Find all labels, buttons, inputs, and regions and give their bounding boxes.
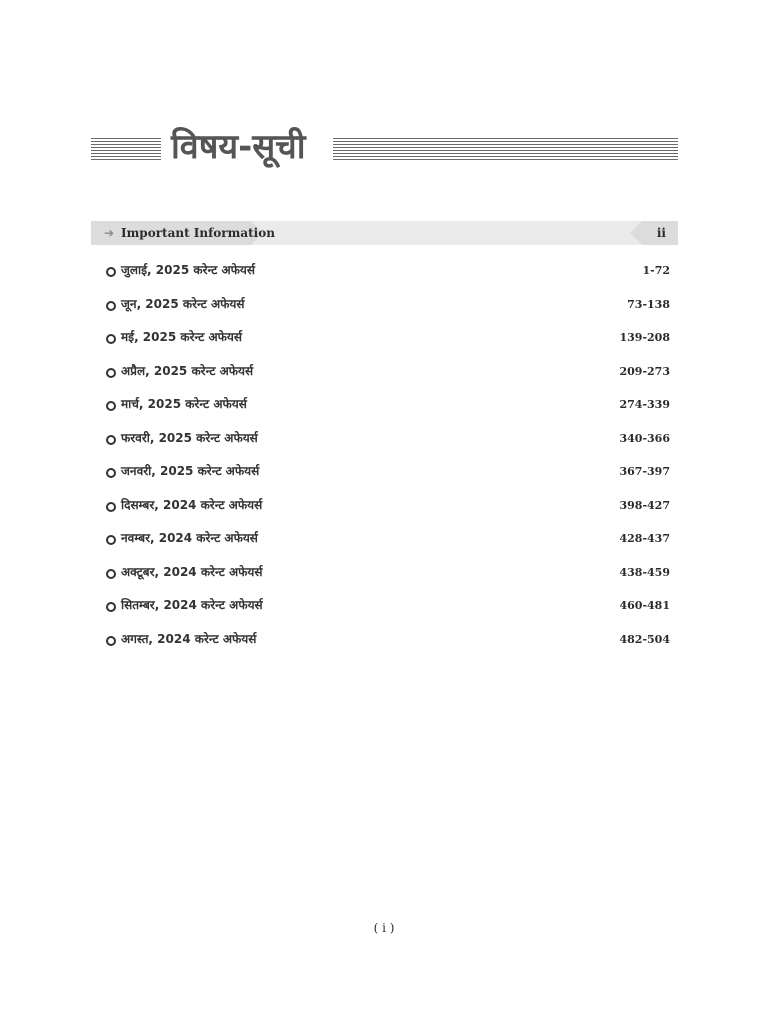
bullet-icon [106,334,116,344]
page-title: विषय-सूची [171,127,306,167]
toc-item[interactable] [104,560,670,594]
page-number-footer: ( i ) [373,921,395,935]
toc-item-label: मई, 2025 करेन्ट अफेयर्स [121,330,242,344]
toc-item-label: जून, 2025 करेन्ट अफेयर्स [121,296,245,311]
toc-item[interactable] [104,392,670,426]
toc-item-pages: 274-339 [619,398,670,411]
toc-item-pages: 139-208 [619,331,670,344]
toc-item[interactable] [104,325,670,359]
bullet-icon [106,368,116,378]
bullet-icon [106,602,116,612]
toc-item-label: नवम्बर, 2024 करेन्ट अफेयर्स [121,531,258,545]
toc-item-pages: 460-481 [619,599,670,612]
info-page-number: ii [656,226,666,240]
bullet-icon [106,435,116,445]
toc-item[interactable] [104,292,670,326]
toc-item-label: अप्रैल, 2025 करेन्ट अफेयर्स [121,363,254,378]
toc-list [104,258,670,660]
toc-item-label: जनवरी, 2025 करेन्ट अफेयर्स [121,464,260,478]
title-rule-right [333,138,678,162]
info-label: Important Information [121,226,275,240]
toc-item[interactable] [104,426,670,460]
info-page-tab [630,221,678,245]
toc-item-pages: 398-427 [619,498,670,512]
bullet-icon [106,502,116,512]
bullet-icon [106,301,116,311]
toc-item-label: सितम्बर, 2024 करेन्ट अफेयर्स [121,598,263,612]
arrow-right-icon: ➔ [104,226,115,240]
toc-item-label: दिसम्बर, 2024 करेन्ट अफेयर्स [121,497,263,512]
title-rule-left [91,138,161,162]
toc-item-label: जुलाई, 2025 करेन्ट अफेयर्स [121,263,255,277]
toc-item[interactable] [104,493,670,527]
toc-item-pages: 482-504 [619,632,670,646]
toc-item-label: मार्च, 2025 करेन्ट अफेयर्स [121,397,247,411]
toc-item-pages: 367-397 [619,465,670,478]
bullet-icon [106,569,116,579]
toc-item-pages: 1-72 [642,264,670,277]
toc-item-pages: 340-366 [619,431,670,445]
toc-item[interactable] [104,258,670,292]
toc-item-pages: 209-273 [619,364,670,378]
toc-item-pages: 428-437 [619,532,670,545]
toc-item[interactable] [104,459,670,493]
bullet-icon [106,267,116,277]
toc-item[interactable] [104,359,670,393]
bullet-icon [106,636,116,646]
toc-item-label: अगस्त, 2024 करेन्ट अफेयर्स [121,631,257,646]
bullet-icon [106,535,116,545]
bullet-icon [106,468,116,478]
title-row [91,122,678,174]
toc-item[interactable] [104,526,670,560]
toc-item[interactable] [104,593,670,627]
toc-item-pages: 73-138 [627,297,670,311]
important-information-bar[interactable] [91,221,678,245]
toc-item[interactable] [104,627,670,661]
bullet-icon [106,401,116,411]
toc-item-label: फरवरी, 2025 करेन्ट अफेयर्स [121,430,258,445]
toc-item-pages: 438-459 [619,565,670,579]
toc-item-label: अक्टूबर, 2024 करेन्ट अफेयर्स [121,564,263,579]
